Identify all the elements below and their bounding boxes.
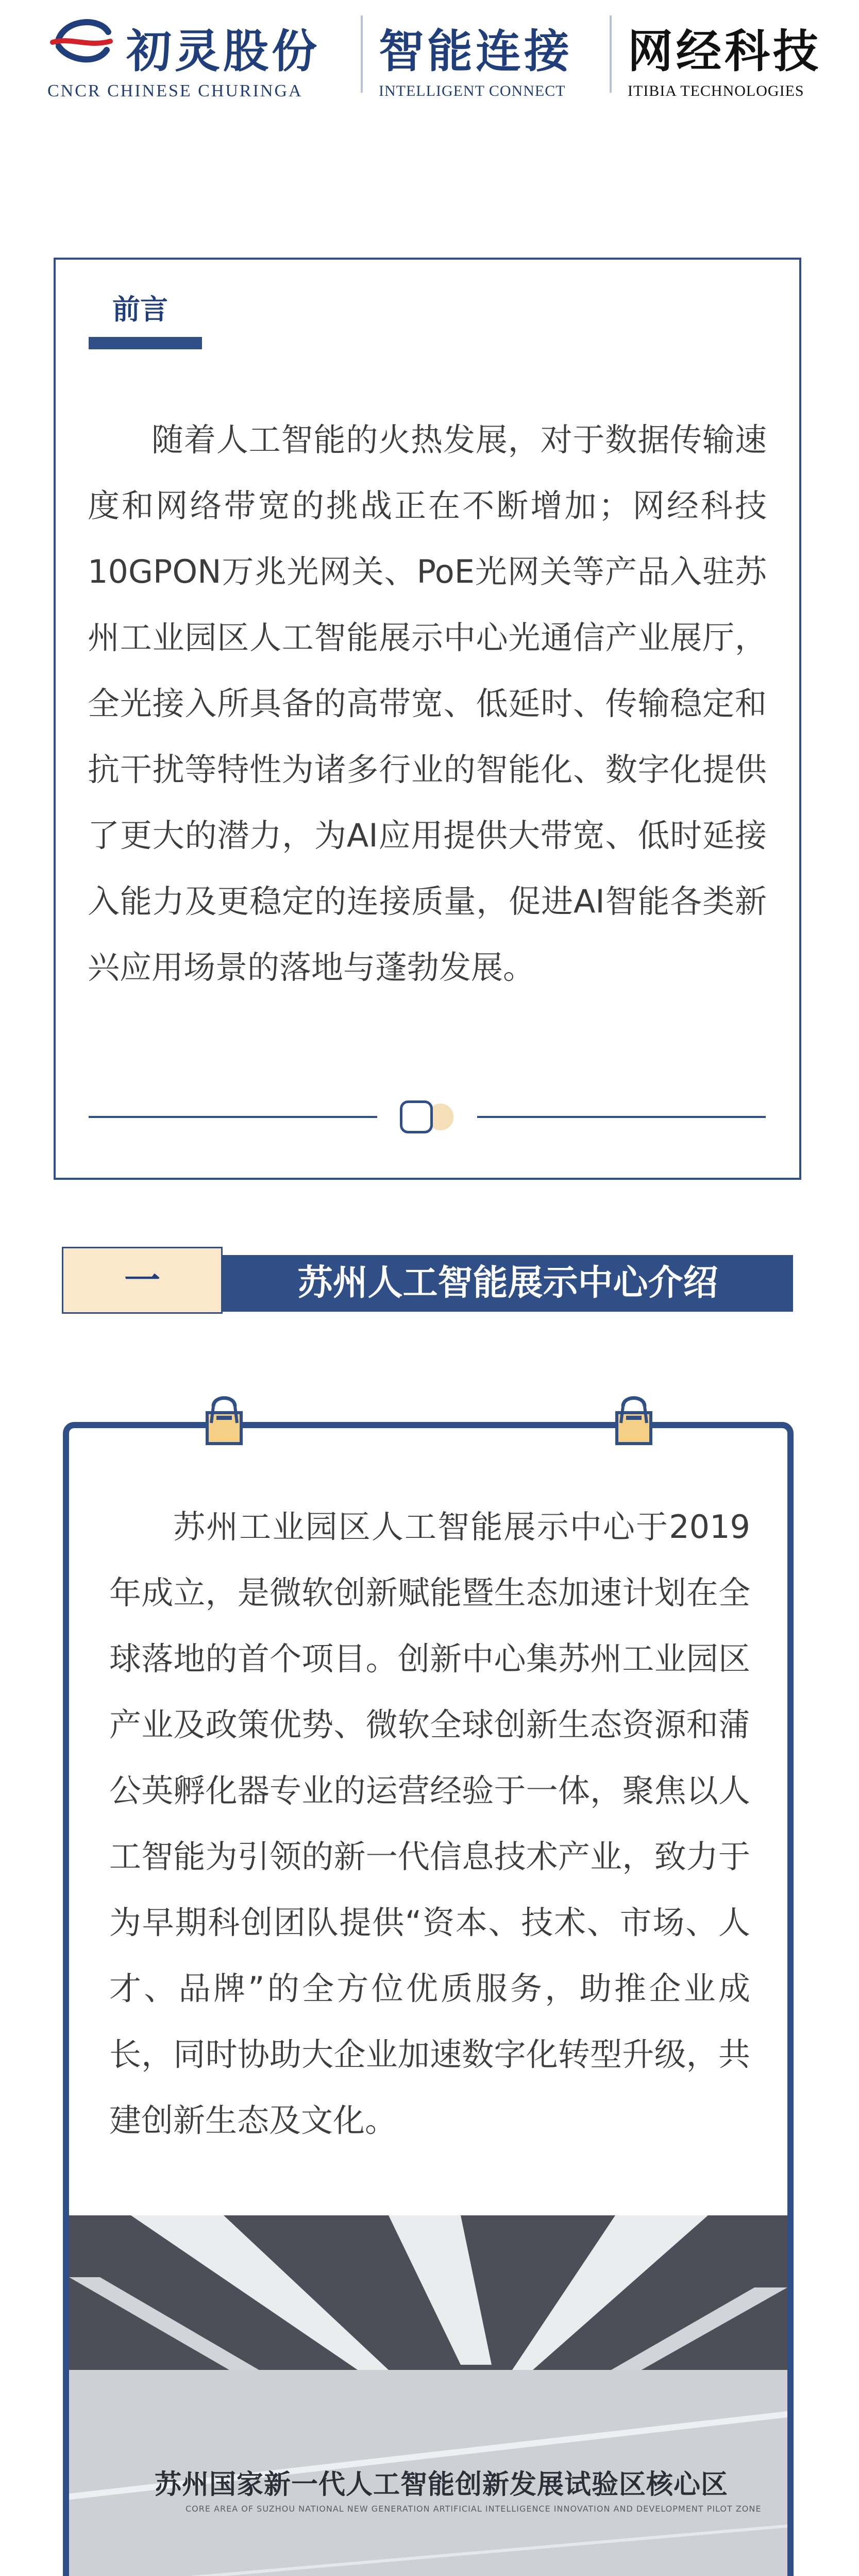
section-number: 一 <box>124 1259 160 1301</box>
preface-divider-right <box>477 1116 766 1118</box>
brand2-english: INTELLIGENT CONNECT <box>379 82 566 99</box>
preface-title: 前言 <box>112 293 168 326</box>
photo-wall-subcaption: CORE AREA OF SUZHOU NATIONAL NEW GENERATION ARTIFICIAL INTELLIGENCE INNOVATION AND DEVELOPMENT PILOT ZONE <box>186 2504 762 2514</box>
brand1-name: 初灵股份 <box>126 25 321 78</box>
header-separator <box>610 15 612 93</box>
page-header <box>0 0 859 129</box>
preface-title-underline <box>89 337 202 349</box>
brand1-english: CNCR CHINESE CHURINGA <box>47 81 303 100</box>
header-separator <box>361 15 363 93</box>
brand3-english: ITIBIA TECHNOLOGIES <box>628 82 804 99</box>
exhibition-hall-photo <box>69 2215 787 2576</box>
brand2-name: 智能连接 <box>379 25 573 78</box>
preface-divider-left <box>89 1116 377 1118</box>
brand3-name: 网经科技 <box>628 25 822 78</box>
intro-paragraph-1: 苏州工业园区人工智能展示中心于2019年成立，是微软创新赋能暨生态加速计划在全球落地的首个项目。创新中心集苏州工业园区产业及政策优势、微软全球创新生态资源和蒲公英孵化器专业的运营经验于一体，聚焦以人工智能为引领的新一代信息技术产业，致力于为早期科创团队提供“资本、技术、市场、人才、品牌”的全方位优质服务，助推企业成长，同时协助大企业加速数字化转型升级，共建创新生态及文化。 <box>109 1508 750 2139</box>
brand-logo-icon <box>47 11 114 73</box>
divider-ornament-icon <box>400 1100 433 1133</box>
photo-wall-caption: 苏州国家新一代人工智能创新发展试验区核心区 <box>155 2469 729 2500</box>
preface-text: 随着人工智能的火热发展，对于数据传输速度和网络带宽的挑战正在不断增加；网经科技10GPON万兆光网关、PoE光网关等产品入驻苏州工业园区人工智能展示中心光通信产业展厅，全光接入所具备的高带宽、低延时、传输稳定和抗干扰等特性为诸多行业的智能化、数字化提供了更大的潜力，为AI应用提供大带宽、低时延接入能力及更稳定的连接质量，促进AI智能各类新兴应用场景的落地与蓬勃发展。 <box>88 421 767 986</box>
section-title: 苏州人工智能展示中心介绍 <box>297 1263 718 1303</box>
binder-clip-icon <box>196 1391 252 1448</box>
binder-clip-icon <box>605 1391 662 1448</box>
